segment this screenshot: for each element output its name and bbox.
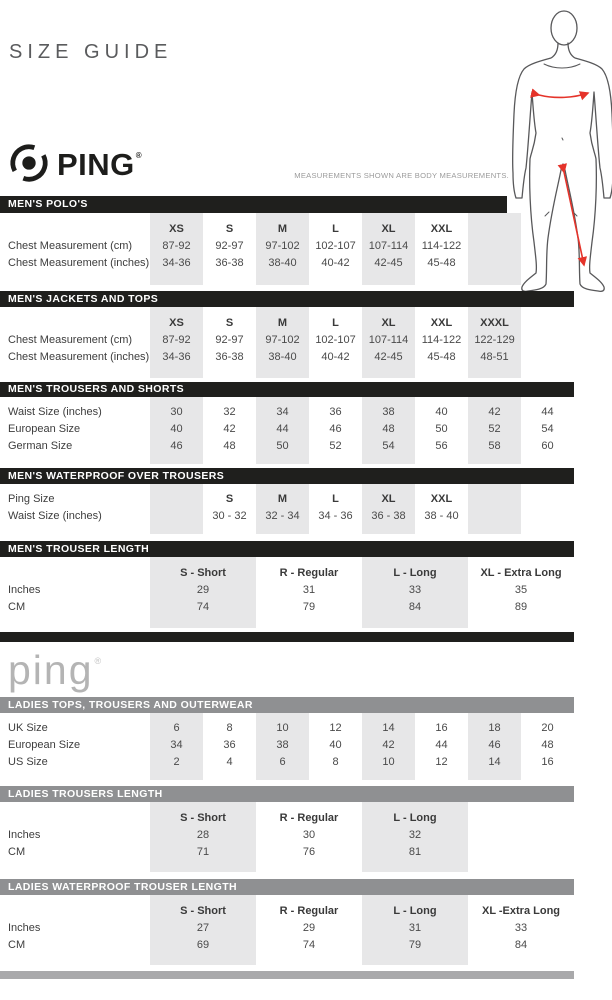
table-cell: 6 (279, 756, 286, 768)
table-row (0, 844, 574, 861)
section-header-mens-trousers: MEN'S TROUSERS AND SHORTS (0, 382, 574, 397)
table-cell: 44 (276, 423, 289, 435)
table-ladies-trouser-length (0, 786, 574, 872)
table-row (0, 491, 574, 508)
table-mens-trouser-length (0, 541, 574, 628)
table-cell: S - Short (180, 812, 226, 824)
ping-lowercase-text: ping (8, 647, 94, 693)
table-cell: S - Short (180, 567, 226, 579)
table-cell: S (225, 493, 234, 505)
table-ladies-waterproof-length (0, 879, 574, 965)
row-label: Inches (8, 922, 41, 934)
table-cell: 40-42 (321, 257, 350, 269)
table-cell: 27 (196, 922, 210, 934)
table-row (0, 903, 574, 920)
table-cell (521, 315, 574, 332)
table-cell: 40 (170, 423, 183, 435)
table-cell: 79 (408, 939, 422, 951)
table-cell: 10 (382, 756, 395, 768)
table-cell: 36 - 38 (371, 510, 406, 522)
table-cell (468, 827, 574, 844)
table-cell (468, 491, 521, 508)
row-label: Inches (8, 829, 41, 841)
table-row (0, 332, 574, 349)
table-ladies-tops (0, 697, 574, 780)
table-cell: S (225, 223, 234, 235)
table-cell: 42-45 (374, 257, 403, 269)
table-cell: XL - Extra Long (480, 567, 562, 579)
table-cell: XL (381, 317, 396, 329)
table-row (0, 255, 574, 272)
table-cell: 36-38 (215, 351, 244, 363)
table-cell: 56 (435, 440, 448, 452)
table-cell: 45-48 (427, 351, 456, 363)
table-row (0, 221, 574, 238)
table-cell: 84 (514, 939, 528, 951)
table-cell (521, 238, 574, 255)
table-cell: 42-45 (374, 351, 403, 363)
table-cell: 45-48 (427, 257, 456, 269)
table-cell: 8 (332, 756, 339, 768)
section-divider-bar (0, 632, 574, 642)
row-label: US Size (8, 756, 48, 768)
table-cell (521, 255, 574, 272)
table-cell: 69 (196, 939, 210, 951)
table-cell: 54 (541, 423, 554, 435)
table-cell: 34 (170, 739, 183, 751)
section-header-mens-trouser-length: MEN'S TROUSER LENGTH (0, 541, 574, 557)
table-cell: 48 (382, 423, 395, 435)
row-label: Inches (8, 584, 41, 596)
measurement-note: MEASUREMENTS SHOWN ARE BODY MEASUREMENTS. (294, 171, 509, 180)
table-cell (150, 508, 203, 525)
table-cell: 40-42 (321, 351, 350, 363)
section-header-mens-polos: MEN'S POLO'S (0, 196, 507, 213)
table-cell: 107-114 (368, 334, 409, 346)
row-label (0, 903, 150, 920)
table-cell: 18 (488, 722, 501, 734)
table-cell: 87-92 (162, 334, 191, 346)
table-cell: 102-107 (315, 334, 356, 346)
table-cell: L - Long (393, 905, 437, 917)
table-cell: 32 (408, 829, 422, 841)
table-row (0, 238, 574, 255)
table-cell: 87-92 (162, 240, 191, 252)
row-label: CM (8, 601, 26, 613)
table-cell: 92-97 (215, 334, 244, 346)
table-cell: 38 (276, 739, 289, 751)
table-cell: 32 - 34 (265, 510, 300, 522)
row-label: Waist Size (inches) (8, 510, 102, 522)
table-cell: 31 (408, 922, 422, 934)
table-row (0, 565, 574, 582)
table-cell: R - Regular (279, 567, 339, 579)
table-cell: XXL (430, 223, 453, 235)
table-cell: 36-38 (215, 257, 244, 269)
table-cell: 40 (435, 406, 448, 418)
table-cell: 58 (488, 440, 501, 452)
table-cell: 12 (329, 722, 342, 734)
table-cell: 38 (382, 406, 395, 418)
table-cell: 30 - 32 (212, 510, 247, 522)
table-cell: 102-107 (315, 240, 356, 252)
row-label: European Size (8, 423, 81, 435)
row-label: CM (8, 846, 26, 858)
table-cell: 48 (223, 440, 236, 452)
table-row (0, 737, 574, 754)
table-cell: 44 (435, 739, 448, 751)
row-label: German Size (8, 440, 73, 452)
table-cell: 114-122 (421, 240, 462, 252)
section-header-mens-jackets: MEN'S JACKETS AND TOPS (0, 291, 574, 307)
table-cell: 52 (329, 440, 342, 452)
table-body (0, 895, 574, 965)
table-mens-trousers (0, 382, 574, 464)
table-cell: 38-40 (268, 351, 297, 363)
table-row (0, 937, 574, 954)
table-cell: 46 (329, 423, 342, 435)
table-cell: XL -Extra Long (481, 905, 561, 917)
table-cell (468, 221, 521, 238)
table-cell: 36 (329, 406, 342, 418)
table-cell: XXL (430, 493, 453, 505)
row-label: Waist Size (inches) (8, 406, 102, 418)
table-body (0, 213, 574, 285)
table-cell: XS (169, 317, 184, 329)
table-cell: 29 (302, 922, 316, 934)
table-cell: 8 (226, 722, 233, 734)
table-cell: 30 (170, 406, 183, 418)
table-cell (521, 349, 574, 366)
table-cell: R - Regular (279, 905, 339, 917)
row-label (0, 810, 150, 827)
table-cell (150, 491, 203, 508)
table-cell (521, 508, 574, 525)
table-cell (468, 255, 521, 272)
table-cell: 42 (382, 739, 395, 751)
table-cell: 84 (408, 601, 422, 613)
table-cell: XL (381, 223, 396, 235)
table-row (0, 827, 574, 844)
table-cell: 20 (541, 722, 554, 734)
table-cell: 30 (302, 829, 316, 841)
table-cell: 14 (382, 722, 395, 734)
row-label: Ping Size (8, 493, 55, 505)
table-cell: 40 (329, 739, 342, 751)
table-cell: 97-102 (265, 334, 300, 346)
table-cell: 54 (382, 440, 395, 452)
table-cell: 76 (302, 846, 316, 858)
table-row (0, 315, 574, 332)
table-cell: 28 (196, 829, 210, 841)
table-cell: 14 (488, 756, 501, 768)
row-label: CM (8, 939, 26, 951)
table-cell: L - Long (393, 567, 437, 579)
table-cell: 42 (223, 423, 236, 435)
table-row (0, 599, 574, 616)
registered-mark: ® (135, 150, 142, 160)
table-cell (468, 238, 521, 255)
table-cell: 38 - 40 (424, 510, 459, 522)
table-cell: 81 (408, 846, 422, 858)
table-cell: 97-102 (265, 240, 300, 252)
row-label: European Size (8, 739, 81, 751)
table-cell: XXL (430, 317, 453, 329)
table-mens-waterproof (0, 468, 574, 534)
table-cell (521, 332, 574, 349)
table-cell: 46 (170, 440, 183, 452)
table-cell: 107-114 (368, 240, 409, 252)
chest-arrow (539, 93, 588, 97)
ping-logo (8, 143, 141, 187)
table-row (0, 438, 574, 455)
table-cell: 71 (196, 846, 210, 858)
table-cell: XL (381, 493, 396, 505)
table-cell: M (277, 223, 288, 235)
table-cell: R - Regular (279, 812, 339, 824)
table-cell: L - Long (393, 812, 437, 824)
row-label: Chest Measurement (cm) (8, 240, 133, 252)
row-label: UK Size (8, 722, 48, 734)
table-cell: 33 (408, 584, 422, 596)
table-cell: S - Short (180, 905, 226, 917)
row-label: Chest Measurement (inches) (8, 257, 150, 269)
table-row (0, 920, 574, 937)
table-cell: 74 (302, 939, 316, 951)
table-cell: 33 (514, 922, 528, 934)
ping-logo-text: PING (57, 147, 135, 182)
table-cell: 44 (541, 406, 554, 418)
table-row (0, 754, 574, 771)
row-label (0, 221, 150, 238)
table-cell: 60 (541, 440, 554, 452)
table-cell: 36 (223, 739, 236, 751)
table-cell: M (277, 493, 288, 505)
table-cell: 122-129 (474, 334, 515, 346)
table-cell: 29 (196, 584, 210, 596)
row-label (0, 565, 150, 582)
table-cell: 38-40 (268, 257, 297, 269)
table-cell: S (225, 317, 234, 329)
table-cell: 34 (276, 406, 289, 418)
table-row (0, 404, 574, 421)
table-cell: 50 (276, 440, 289, 452)
table-cell: 6 (173, 722, 180, 734)
row-label: Chest Measurement (cm) (8, 334, 133, 346)
table-cell: M (277, 317, 288, 329)
table-cell: 31 (302, 584, 316, 596)
table-cell: L (332, 317, 339, 329)
table-cell: 74 (196, 601, 210, 613)
table-row (0, 720, 574, 737)
row-label: Chest Measurement (inches) (8, 351, 150, 363)
table-cell: 79 (302, 601, 316, 613)
table-cell: 35 (514, 584, 528, 596)
table-cell: XXXL (480, 317, 509, 329)
table-cell: XS (169, 223, 184, 235)
table-body (0, 397, 574, 464)
table-cell: 2 (173, 756, 180, 768)
table-body (0, 484, 574, 534)
table-mens-jackets (0, 291, 574, 378)
section-header-ladies-tops: LADIES TOPS, TROUSERS AND OUTERWEAR (0, 697, 574, 713)
table-cell: 46 (488, 739, 501, 751)
table-cell: 34-36 (162, 257, 191, 269)
table-cell: 42 (488, 406, 501, 418)
table-row (0, 582, 574, 599)
table-mens-polos (0, 196, 574, 285)
table-cell: 48 (541, 739, 554, 751)
table-cell: 92-97 (215, 240, 244, 252)
table-cell: 34 - 36 (318, 510, 353, 522)
table-cell: 89 (514, 601, 528, 613)
table-body (0, 307, 574, 378)
page-title: SIZE GUIDE (9, 41, 173, 63)
table-row (0, 349, 574, 366)
footer-bar (0, 971, 574, 979)
table-cell (521, 491, 574, 508)
table-cell: 50 (435, 423, 448, 435)
table-cell: 114-122 (421, 334, 462, 346)
section-header-ladies-trouser-length: LADIES TROUSERS LENGTH (0, 786, 574, 802)
table-cell: 12 (435, 756, 448, 768)
table-row (0, 810, 574, 827)
table-row (0, 508, 574, 525)
table-cell: 4 (226, 756, 233, 768)
table-body (0, 557, 574, 628)
table-cell: 52 (488, 423, 501, 435)
table-cell: 32 (223, 406, 236, 418)
ping-lowercase-logo (8, 648, 102, 703)
table-cell: 16 (435, 722, 448, 734)
table-cell: L (332, 493, 339, 505)
ping-mod-ball-icon (8, 142, 50, 189)
table-cell (468, 844, 574, 861)
table-cell: L (332, 223, 339, 235)
table-cell: 48-51 (480, 351, 509, 363)
section-header-ladies-waterproof-length: LADIES WATERPROOF TROUSER LENGTH (0, 879, 574, 895)
table-cell (521, 221, 574, 238)
table-cell: 16 (541, 756, 554, 768)
table-body (0, 713, 574, 780)
section-header-mens-waterproof: MEN'S WATERPROOF OVER TROUSERS (0, 468, 574, 484)
table-cell: 34-36 (162, 351, 191, 363)
table-cell (468, 508, 521, 525)
table-cell: 10 (276, 722, 289, 734)
table-cell (468, 810, 574, 827)
row-label (0, 315, 150, 332)
registered-mark: ® (94, 656, 104, 666)
table-row (0, 421, 574, 438)
table-body (0, 802, 574, 872)
